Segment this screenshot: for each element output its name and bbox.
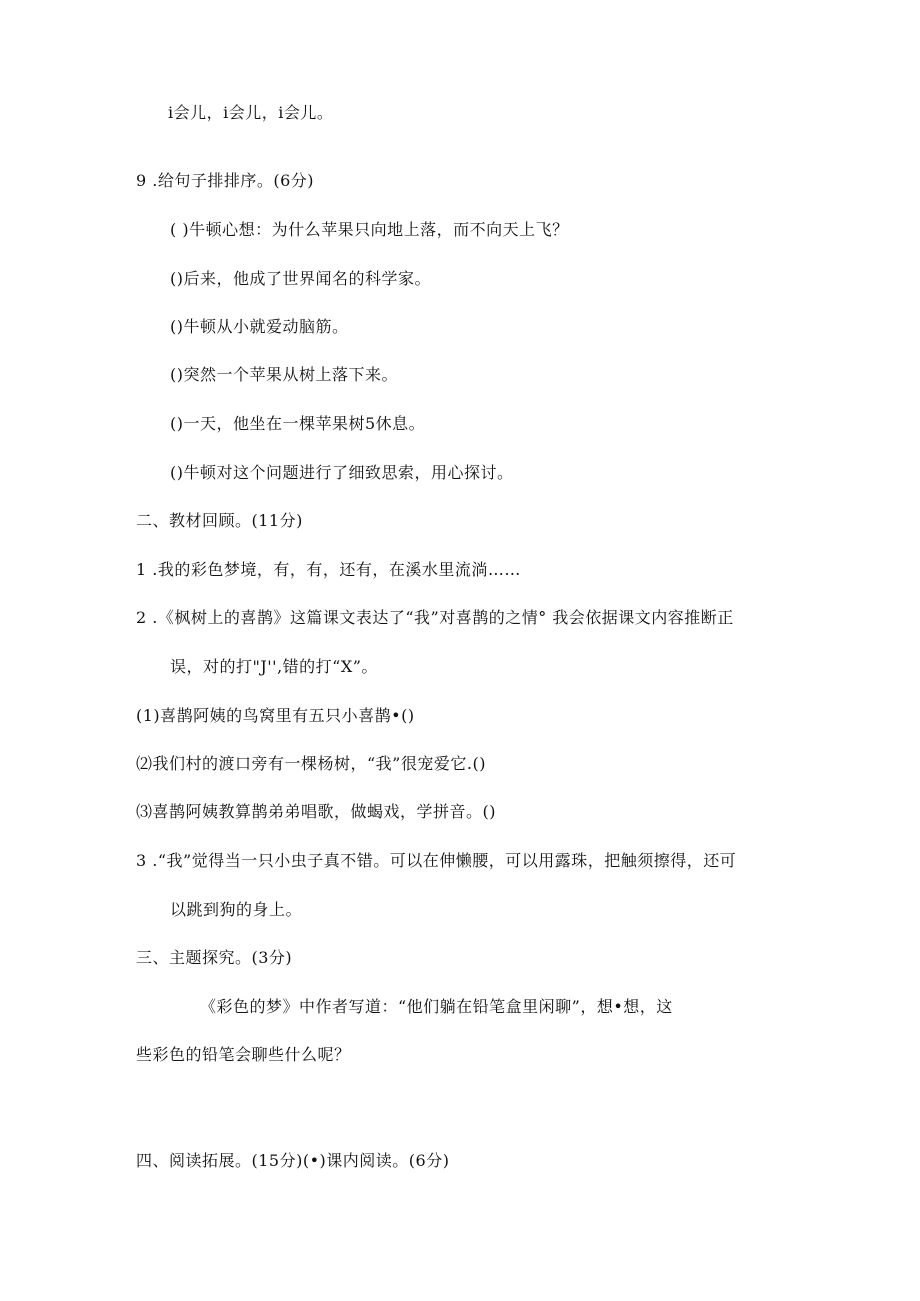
question-1-text: 1 .我的彩色梦境，有，有，还有，在溪水里流淌…… <box>136 560 521 579</box>
question-9-heading: 9 .给句子排排序。(6分) <box>136 171 315 190</box>
question-3-text: 3 .“我”觉得当一只小虫子真不错。可以在伸懒腰，可以用露珠，把触须擦得，还可 <box>136 851 737 870</box>
section-4-heading: 四、阅读拓展。(15分)(•)课内阅读。(6分) <box>136 1151 450 1170</box>
question-2-continuation: 误，对的打"J'',错的打“X”。 <box>170 657 378 676</box>
answer-line-text: i会儿，i会儿，i会儿。 <box>168 103 334 122</box>
sentence-item-2: ()后来，他成了世界闻名的科学家。 <box>170 269 431 288</box>
topic-question-text: 《彩色的梦》中作者写道：“他们躺在铅笔盒里闲聊”，想•想，这 <box>200 997 673 1016</box>
question-2-text: 2 .《枫树上的喜鹊》这篇课文表达了“我”对喜鹊的之情° 我会依据课文内容推断正 <box>136 608 734 627</box>
question-3-continuation: 以跳到狗的身上。 <box>170 900 303 919</box>
sentence-item-3: ()牛顿从小就爱动脑筋。 <box>170 317 349 336</box>
judgement-item-3: ⑶喜鹊阿姨教算鹊弟弟唱歌，做蝎戏，学拼音。() <box>136 802 496 821</box>
section-2-heading: 二、教材回顾。(11分) <box>136 511 303 530</box>
section-3-heading: 三、主题探究。(3分) <box>136 948 293 967</box>
sentence-item-4: ()突然一个苹果从树上落下来。 <box>170 365 398 384</box>
judgement-item-2: ⑵我们村的渡口旁有一棵杨树，“我”很宠爱它.() <box>136 754 486 773</box>
judgement-item-1: (1)喜鹊阿姨的鸟窝里有五只小喜鹊•() <box>136 706 415 725</box>
topic-question-continuation: 些彩色的铅笔会聊些什么呢？ <box>136 1045 351 1064</box>
sentence-item-6: ()牛顿对这个问题进行了细致思索，用心探讨。 <box>170 463 514 482</box>
sentence-item-5: ()一天，他坐在一棵苹果树5休息。 <box>170 414 426 433</box>
sentence-item-1: ( )牛顿心想：为什么苹果只向地上落，而不向天上飞？ <box>170 220 569 239</box>
